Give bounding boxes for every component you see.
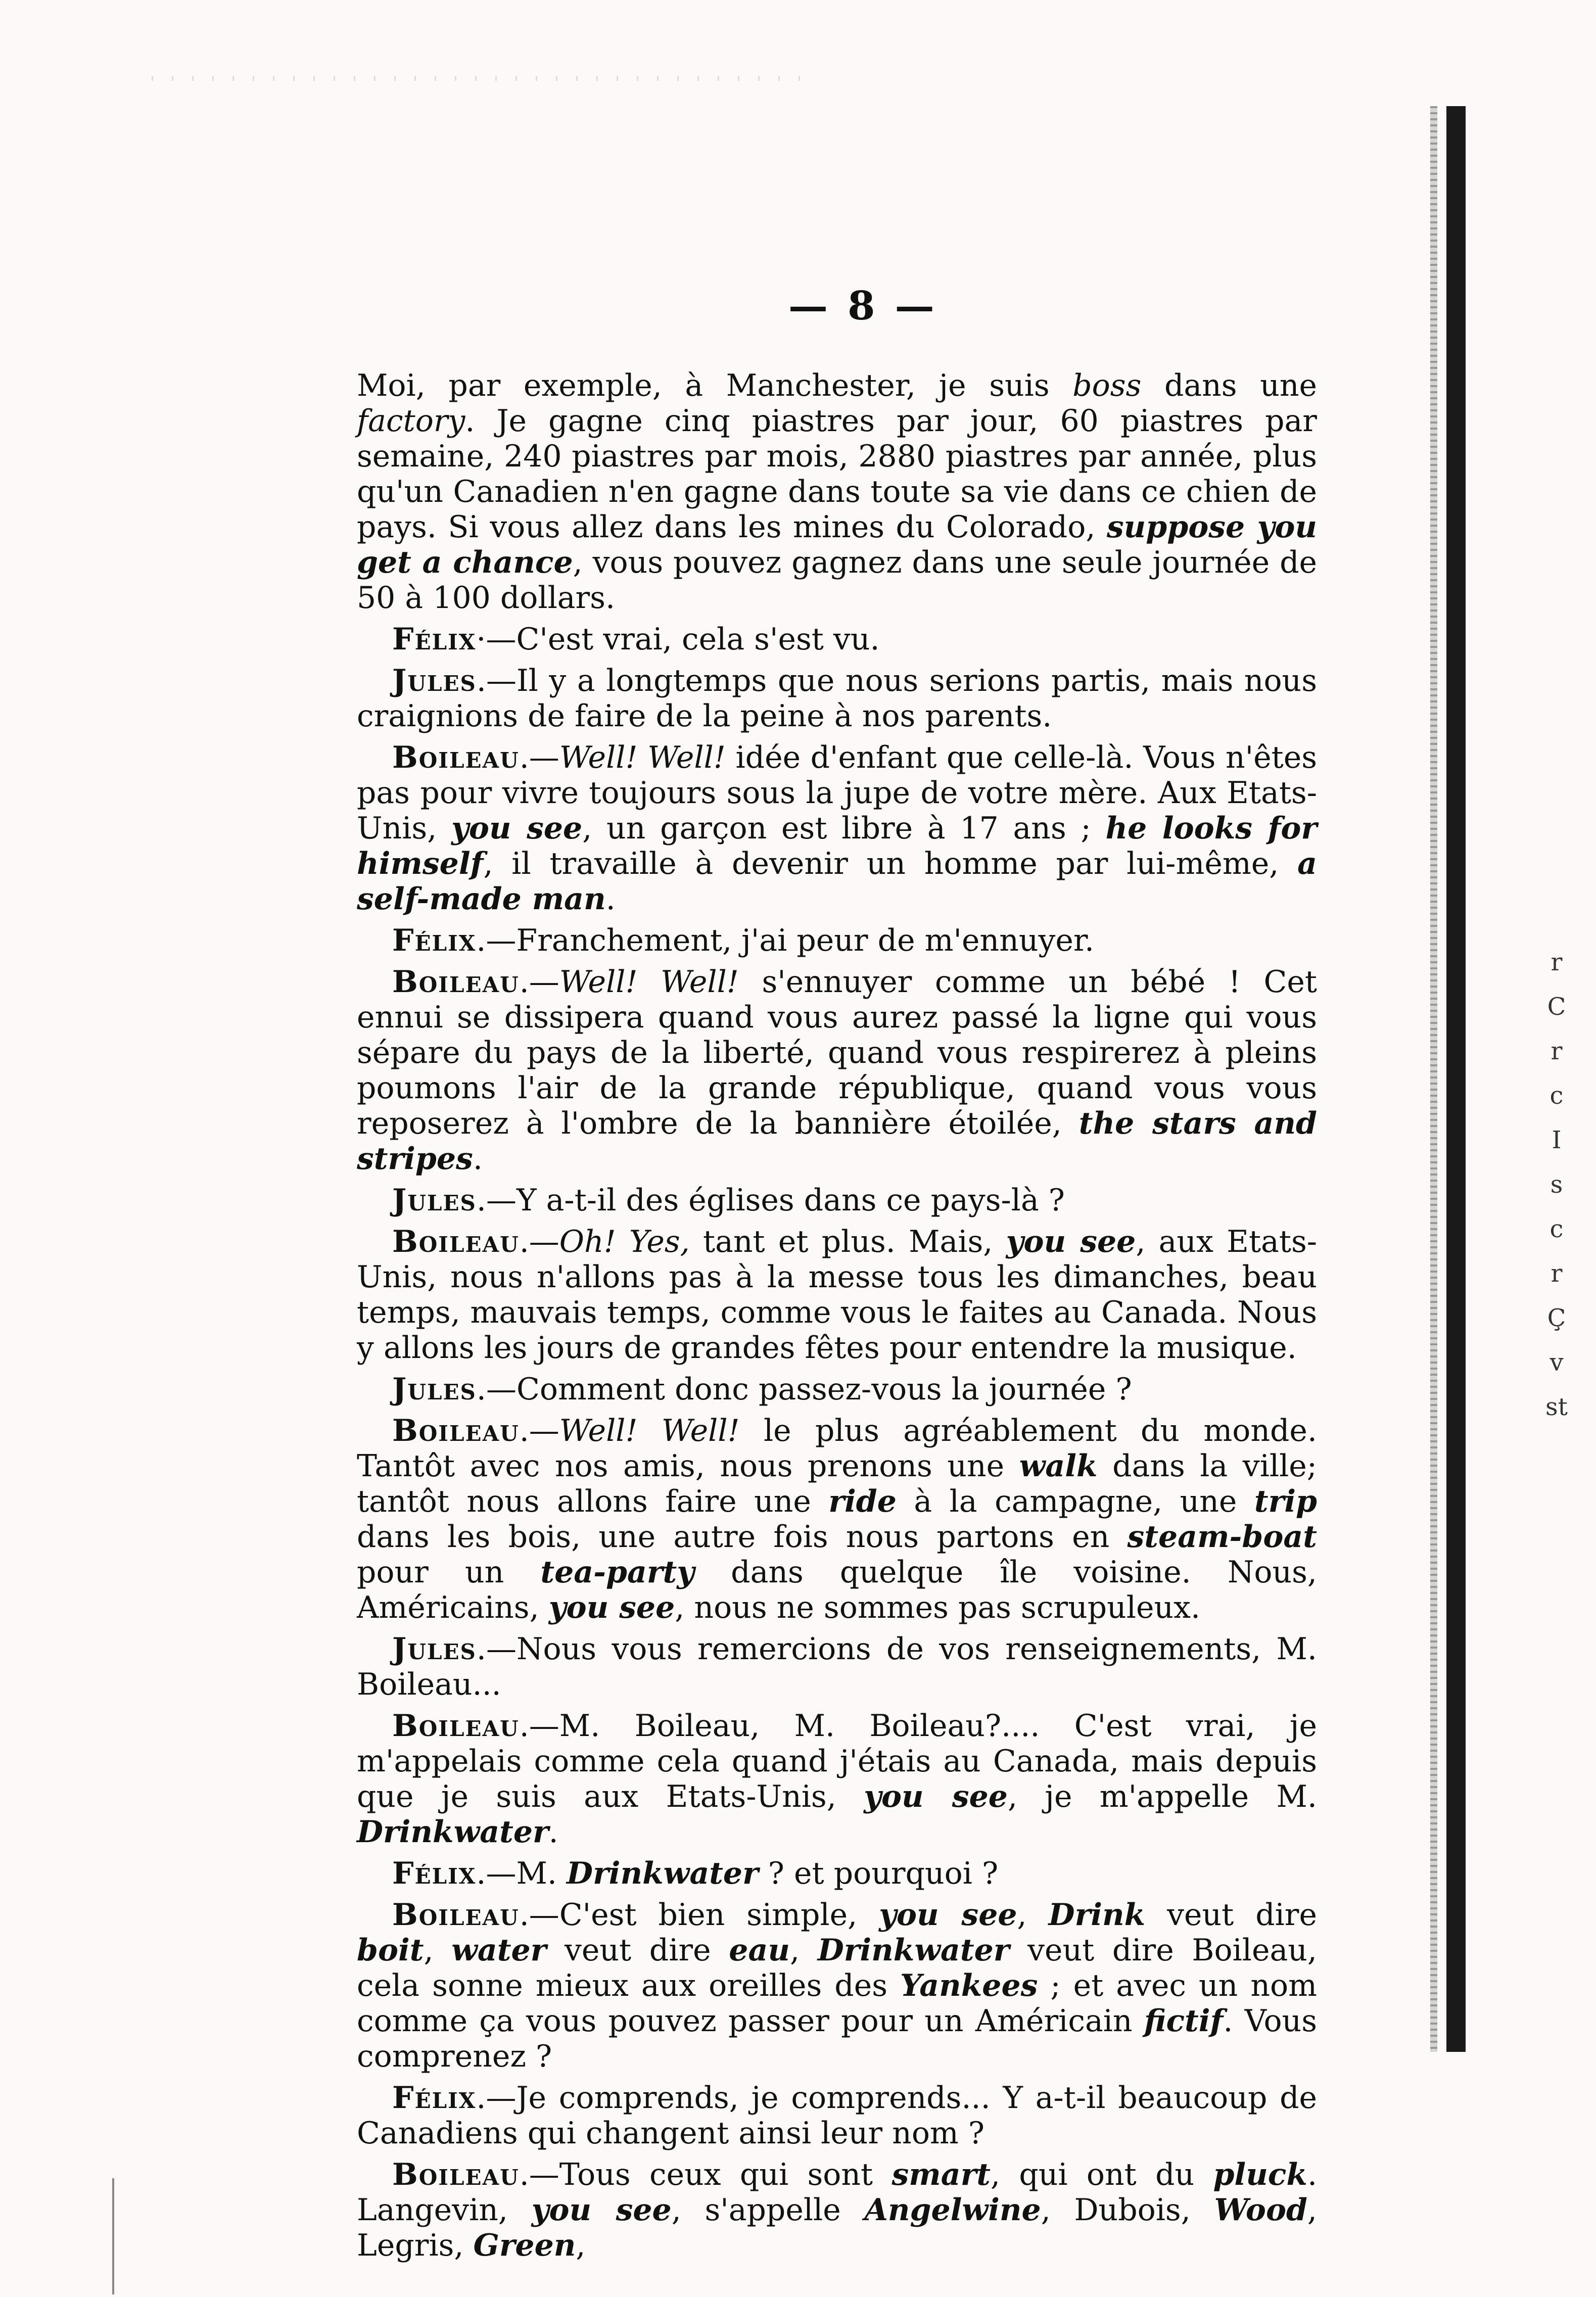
text-run: . xyxy=(548,1814,558,1850)
english-term: Drinkwater xyxy=(357,1814,549,1850)
paragraph xyxy=(357,622,1317,657)
english-term: you see xyxy=(864,1779,1008,1814)
text-run: , xyxy=(1017,1897,1049,1933)
text-run: , qui ont du xyxy=(990,2157,1213,2192)
text-run: , vous pouvez gagnez dans une seule journée de 50 à 100 dollars. xyxy=(357,545,1317,616)
emphasized-text: boss xyxy=(1072,368,1142,403)
speaker-name: Boileau xyxy=(392,1224,520,1259)
text-run: , xyxy=(789,1933,818,1968)
english-term: he looks for himself xyxy=(357,811,1317,881)
english-term: Drinkwater xyxy=(817,1933,1010,1968)
margin-glyph: r xyxy=(1551,1037,1563,1065)
text-run: .— xyxy=(519,1224,559,1259)
text-run: . xyxy=(473,1141,483,1177)
speaker-name: Boileau xyxy=(392,740,520,775)
text-run: , Dubois, xyxy=(1041,2192,1214,2228)
english-term: water xyxy=(451,1933,547,1968)
english-term: boit xyxy=(357,1933,424,1968)
text-run: , xyxy=(576,2228,586,2263)
left-scan-edge xyxy=(112,2178,114,2294)
english-term: trip xyxy=(1254,1484,1317,1519)
text-run: .—Tous ceux qui sont xyxy=(519,2157,892,2192)
binding-edge-shadow xyxy=(1430,106,1437,2052)
text-run: .—C'est bien simple, xyxy=(519,1897,879,1933)
speaker-name: Félix xyxy=(392,1856,477,1891)
text-run: le plus agréablement du monde. Tantôt avec nos amis, nous prenons une xyxy=(357,1413,1317,1484)
paragraph xyxy=(357,663,1317,734)
scan-artifact xyxy=(152,76,809,81)
english-term: the stars and stripes xyxy=(357,1106,1317,1177)
text-run: . Langevin, xyxy=(357,2157,1318,2228)
margin-glyph: s xyxy=(1550,1170,1563,1199)
english-term: Wood xyxy=(1214,2192,1307,2228)
text-run: . Vous comprenez ? xyxy=(357,2003,1317,2074)
english-term: ride xyxy=(828,1484,897,1519)
speaker-name: Jules xyxy=(392,663,477,698)
margin-glyph: Ç xyxy=(1547,1304,1566,1332)
margin-glyph: r xyxy=(1551,1259,1563,1288)
text-run: .—Il y a longtemps que nous serions partis, mais nous craignions de faire de la peine à nos parents. xyxy=(357,663,1317,734)
margin-glyph: c xyxy=(1550,1215,1564,1243)
text-run: .—Y a-t-il des églises dans ce pays-là ? xyxy=(476,1183,1065,1218)
english-term: smart xyxy=(891,2157,991,2192)
text-run: .—Nous vous remercions de vos renseignements, M. Boileau... xyxy=(357,1631,1317,1702)
text-run: idée d'enfant que celle-là. Vous n'êtes pas pour vivre toujours sous la jupe de votre mère. Aux Etats-Unis, xyxy=(357,740,1317,846)
text-run: , je m'appelle M. xyxy=(1007,1779,1318,1814)
english-term: you see xyxy=(451,811,583,846)
speaker-name: Boileau xyxy=(392,1897,520,1933)
text-run: .— xyxy=(519,740,559,775)
english-term: fictif xyxy=(1144,2003,1224,2039)
english-term: Angelwine xyxy=(864,2192,1041,2228)
text-run: Moi, par exemple, à Manchester, je suis xyxy=(357,368,1073,403)
paragraph xyxy=(357,964,1317,1177)
paragraph xyxy=(357,1224,1317,1366)
text-run: . xyxy=(605,881,616,917)
text-run: veut dire Boileau, cela sonne mieux aux oreilles des xyxy=(357,1933,1317,2003)
speaker-name: Jules xyxy=(392,1372,477,1407)
text-run: dans les bois, une autre fois nous partons en xyxy=(357,1519,1128,1555)
paragraph xyxy=(357,368,1317,616)
english-term: you see xyxy=(1006,1224,1136,1259)
text-run: dans quelque île voisine. Nous, Américains, xyxy=(357,1555,1317,1625)
speaker-name: Félix xyxy=(392,923,477,958)
speaker-name: Boileau xyxy=(392,1708,520,1744)
text-run: s'ennuyer comme un bébé ! Cet ennui se dissipera quand vous aurez passé la ligne qui vous sépare du pays de la liberté, quand vous respirerez à pleins poumons l'air de la grande république, quand vous vous reposerez à l'ombre de la bannière étoilée, xyxy=(357,964,1317,1141)
binding-edge xyxy=(1446,106,1466,2052)
english-term: you see xyxy=(879,1897,1017,1933)
text-run: ; et avec un nom comme ça vous pouvez passer pour un Américain xyxy=(357,1968,1317,2039)
text-run: , xyxy=(424,1933,452,1968)
english-term: you see xyxy=(531,2192,672,2228)
margin-glyph: st xyxy=(1545,1393,1568,1421)
paragraph xyxy=(357,1183,1317,1218)
emphasized-text: Well! Well! xyxy=(559,740,726,775)
text-run: dans la ville; tantôt nous allons faire une xyxy=(357,1448,1317,1519)
text-run: à la campagne, une xyxy=(896,1484,1254,1519)
margin-glyph: I xyxy=(1552,1126,1562,1154)
text-run: .—Franchement, j'ai peur de m'ennuyer. xyxy=(476,923,1095,958)
text-run: . Je gagne cinq piastres par jour, 60 piastres par semaine, 240 piastres par mois, 2880 piastres par année, plus qu'un Canadien n'en gagne dans toute sa vie dans ce chien de pays. Si vous allez dans les mines du Colorado, xyxy=(357,403,1317,545)
bleed-through-margin xyxy=(1536,940,1577,1429)
english-term: tea-party xyxy=(540,1555,695,1590)
paragraph xyxy=(357,1631,1317,1702)
text-run: ? et pourquoi ? xyxy=(758,1856,999,1891)
text-run: , nous ne sommes pas scrupuleux. xyxy=(675,1590,1201,1625)
text-run: tant et plus. Mais, xyxy=(689,1224,1006,1259)
margin-glyph: c xyxy=(1550,1082,1564,1110)
body-text xyxy=(357,368,1317,2269)
paragraph xyxy=(357,1708,1317,1850)
margin-glyph: v xyxy=(1550,1348,1564,1377)
text-run: , un garçon est libre à 17 ans ; xyxy=(582,811,1106,846)
text-run: , aux Etats-Unis, nous n'allons pas à la messe tous les dimanches, beau temps, mauvais temps, comme vous le faites au Canada. Nous y allons les jours de grandes fêtes pour entendre la musique. xyxy=(357,1224,1318,1366)
speaker-name: Félix xyxy=(392,622,477,657)
english-term: you see xyxy=(548,1590,675,1625)
english-term: Green xyxy=(473,2228,576,2263)
text-run: .— xyxy=(519,964,559,1000)
emphasized-text: Well! Well! xyxy=(559,964,739,1000)
text-run: .—Comment donc passez-vous la journée ? xyxy=(476,1372,1132,1407)
text-run: veut dire xyxy=(1145,1897,1317,1933)
paragraph xyxy=(357,1897,1317,2074)
english-term: eau xyxy=(729,1933,790,1968)
text-run: ·—C'est vrai, cela s'est vu. xyxy=(476,622,880,657)
emphasized-text: Oh! Yes, xyxy=(559,1224,690,1259)
text-run: , il travaille à devenir un homme par lui-même, xyxy=(483,846,1298,881)
english-term: suppose you get a chance xyxy=(357,509,1317,580)
speaker-name: Félix xyxy=(392,2080,477,2116)
paragraph xyxy=(357,1856,1317,1891)
english-term: Drink xyxy=(1048,1897,1146,1933)
emphasized-text: factory xyxy=(357,403,465,439)
margin-glyph: r xyxy=(1551,948,1563,976)
english-term: pluck xyxy=(1213,2157,1307,2192)
text-run: , s'appelle xyxy=(671,2192,865,2228)
english-term: walk xyxy=(1019,1448,1098,1484)
emphasized-text: Well! Well! xyxy=(559,1413,740,1448)
paragraph xyxy=(357,2080,1317,2151)
speaker-name: Boileau xyxy=(392,2157,520,2192)
text-run: veut dire xyxy=(546,1933,729,1968)
speaker-name: Boileau xyxy=(392,964,520,1000)
paragraph xyxy=(357,2157,1317,2263)
english-term: Drinkwater xyxy=(567,1856,759,1891)
speaker-name: Jules xyxy=(392,1631,477,1667)
text-run: .—M. Boileau, M. Boileau?.... C'est vrai, je m'appelais comme cela quand j'étais au Canada, mais depuis que je suis aux Etats-Unis, xyxy=(357,1708,1317,1814)
paragraph xyxy=(357,1413,1317,1625)
paragraph xyxy=(357,923,1317,958)
paragraph xyxy=(357,1372,1317,1407)
speaker-name: Jules xyxy=(392,1183,477,1218)
text-run: .—Je comprends, je comprends... Y a-t-il beaucoup de Canadiens qui changent ainsi leur nom ? xyxy=(357,2080,1317,2151)
text-run: pour un xyxy=(357,1555,541,1590)
english-term: steam-boat xyxy=(1127,1519,1317,1555)
page-number: — 8 — xyxy=(788,283,937,329)
paragraph xyxy=(357,740,1317,917)
speaker-name: Boileau xyxy=(392,1413,520,1448)
text-run: , Legris, xyxy=(357,2192,1317,2263)
text-run: .—M. xyxy=(476,1856,567,1891)
text-run: .— xyxy=(519,1413,559,1448)
margin-glyph: C xyxy=(1547,993,1566,1021)
english-term: Yankees xyxy=(900,1968,1038,2003)
english-term: a self-made man xyxy=(357,846,1317,917)
text-run: dans une xyxy=(1141,368,1317,403)
